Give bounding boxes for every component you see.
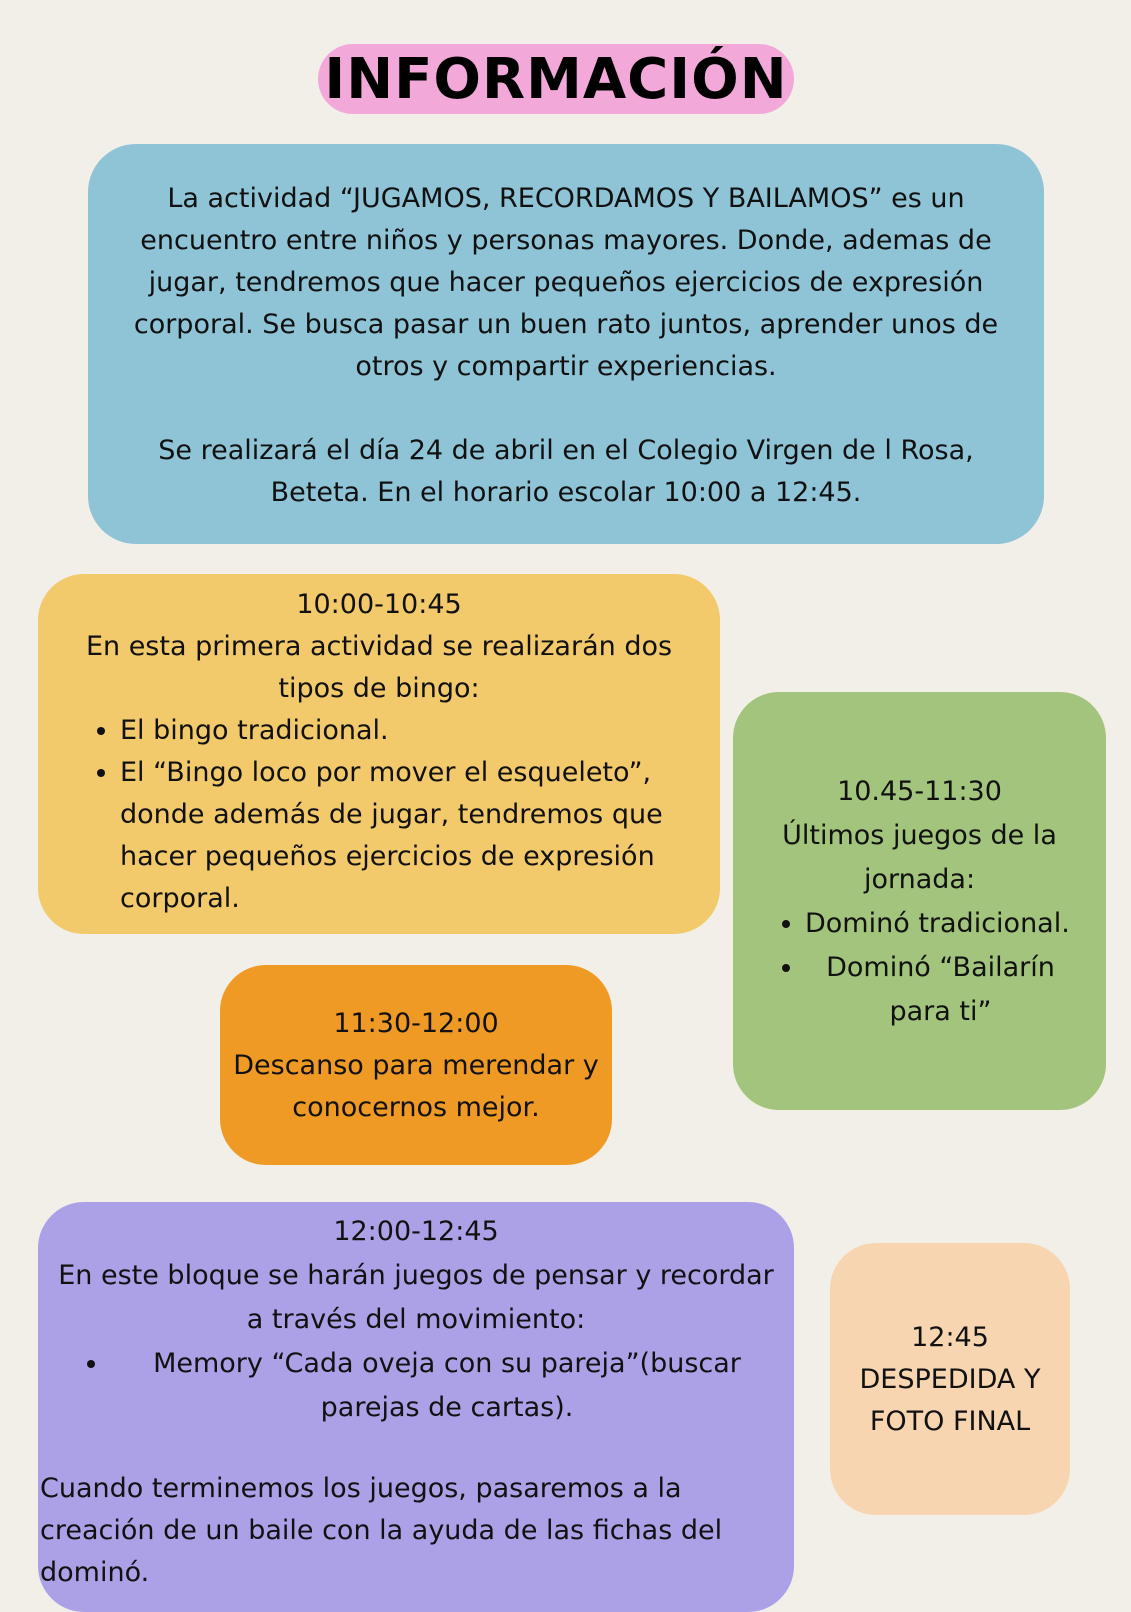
block-5-text: DESPEDIDA Y FOTO FINAL (859, 1364, 1041, 1437)
block-1-list (58, 710, 700, 920)
block-1-text: En esta primera actividad se realizarán dos tipos de bingo: (85, 631, 673, 704)
schedule-block-3 (220, 965, 612, 1165)
block-3-text: Descanso para merendar y conocernos mejor. (233, 1050, 599, 1123)
block-2-list (759, 902, 1106, 1034)
page-title-text: INFORMACIÓN (324, 46, 788, 112)
intro-paragraph-2: Se realizará el día 24 de abril en el Colegio Virgen de l Rosa, Beteta. En el horario escolar 10:00 a 12:45. (158, 435, 974, 508)
block-3-time: 11:30-12:00 (333, 1008, 499, 1039)
intro-paragraph-1: La actividad “JUGAMOS, RECORDAMOS Y BAILAMOS” es un encuentro entre niños y personas mayores. Donde, ademas de jugar, tendremos que hacer pequeños ejercicios de expresión corporal. Se busca pasar un buen rato juntos, aprender unos de otros y compartir experiencias. (133, 183, 999, 382)
schedule-block-5 (830, 1243, 1070, 1515)
page-title (318, 44, 794, 114)
block-1-item: • El “Bingo loco por mover el esqueleto”, donde además de jugar, tendremos que hacer pequeños ejercicios de expresión corporal. (120, 752, 700, 920)
block-1-item: • El bingo tradicional. (120, 710, 700, 752)
block-1-time: 10:00-10:45 (296, 589, 462, 620)
block-4-item: • Memory “Cada oveja con su pareja”(buscar parejas de cartas). (110, 1342, 794, 1430)
block-5-time: 12:45 (911, 1322, 989, 1353)
block-4-closing: Cuando terminemos los juegos, pasaremos a la creación de un baile con la ayuda de las fichas del dominó. (40, 1473, 723, 1588)
block-2-item: • Dominó “Bailarín para ti” (805, 946, 1106, 1034)
schedule-block-1 (38, 574, 720, 934)
block-2-time: 10.45-11:30 (837, 776, 1002, 807)
intro-card (88, 144, 1044, 544)
block-2-item: • Dominó tradicional. (805, 902, 1106, 946)
block-2-text: Últimos juegos de la jornada: (782, 820, 1057, 895)
block-4-time: 12:00-12:45 (333, 1216, 499, 1247)
schedule-block-4 (38, 1202, 794, 1612)
schedule-block-2 (733, 692, 1106, 1110)
block-4-text: En este bloque se harán juegos de pensar y recordar a través del movimiento: (58, 1260, 774, 1335)
block-4-list (38, 1342, 794, 1430)
